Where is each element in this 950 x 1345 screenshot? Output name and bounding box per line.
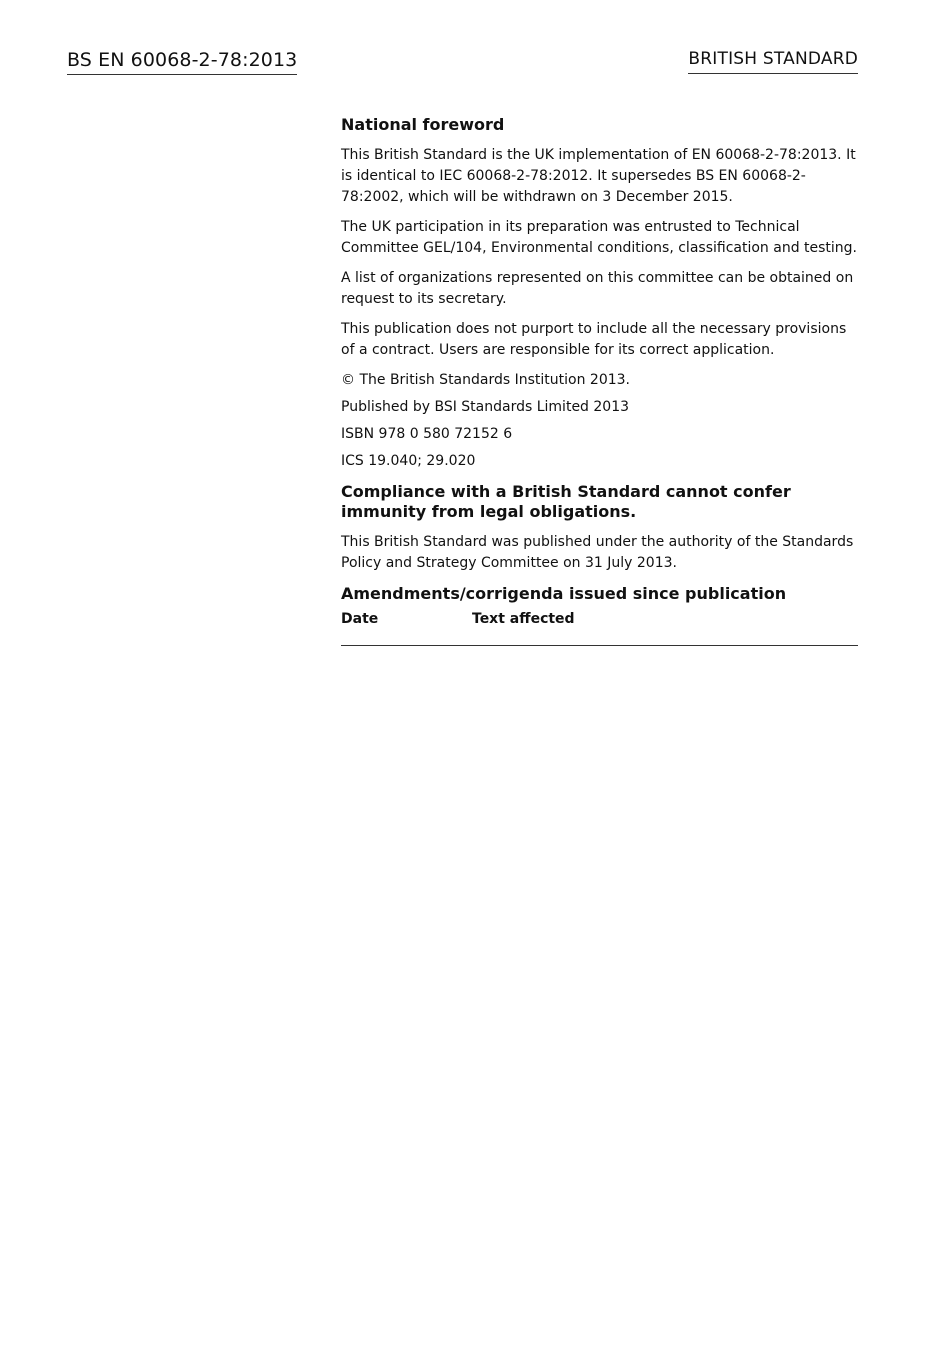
column-header-date: Date: [341, 611, 379, 627]
foreword-paragraph: This British Standard is the UK implementation of EN 60068-2-78:2013. It is identical to IEC 60068-2-78:2012. It supersedes BS EN 60068-2-78:2002, which will be withdrawn on 3 December 2015.: [341, 147, 856, 205]
foreword-paragraph: This publication does not purport to include all the necessary provisions of a contract. Users are responsible for its correct application.: [341, 321, 847, 358]
national-foreword-section: [341, 114, 858, 646]
amendments-title: Amendments/corrigenda issued since publication: [341, 584, 787, 603]
isbn-line: ISBN 978 0 580 72152 6: [341, 426, 513, 442]
authority-paragraph: This British Standard was published under the authority of the Standards Policy and Strategy Committee on 31 July 2013.: [341, 534, 854, 571]
compliance-heading: Compliance with a British Standard cannot confer immunity from legal obligations.: [341, 482, 791, 521]
foreword-paragraph: A list of organizations represented on this committee can be obtained on request to its secretary.: [341, 270, 854, 307]
publisher-line: Published by BSI Standards Limited 2013: [341, 399, 630, 415]
copyright-line: © The British Standards Institution 2013.: [341, 372, 631, 388]
column-header-text-affected: Text affected: [472, 611, 575, 627]
ics-line: ICS 19.040; 29.020: [341, 453, 476, 469]
amendments-table-header: [341, 610, 858, 646]
document-id: BS EN 60068-2-78:2013: [67, 49, 297, 75]
series-label: BRITISH STANDARD: [688, 49, 858, 74]
foreword-title: National foreword: [341, 115, 505, 134]
foreword-paragraph: The UK participation in its preparation was entrusted to Technical Committee GEL/104, Environmental conditions, classification and testing.: [341, 219, 858, 256]
